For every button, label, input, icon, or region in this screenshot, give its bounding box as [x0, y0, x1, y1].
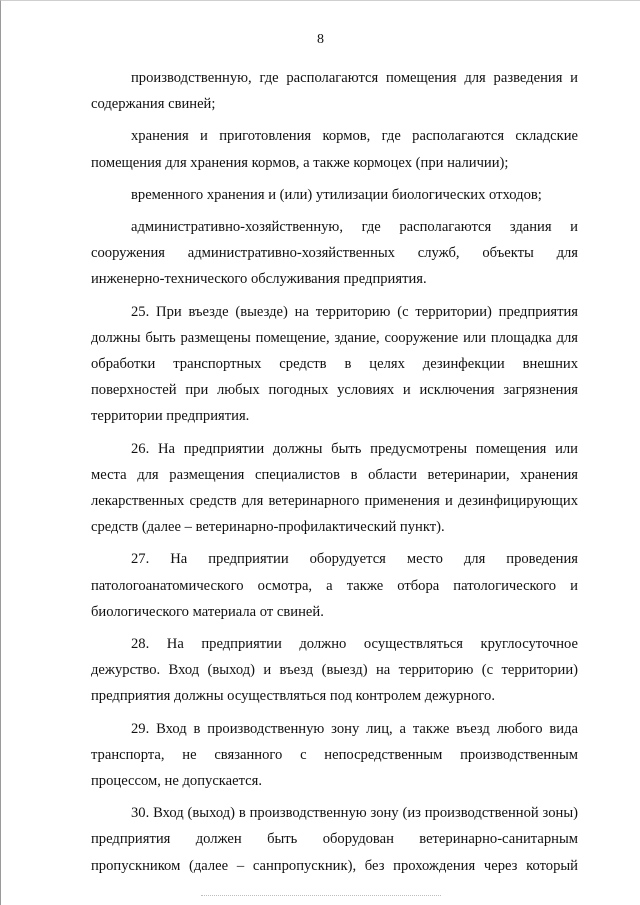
paragraph-item-30: 30. Вход (выход) в производственную зону (из производственной зоны) предприятия должен быть оборудован ветеринарно-санитарным пропускником (далее – санпропускник), без прохождения через который — [91, 805, 578, 874]
paragraph-zone-feed: хранения и приготовления кормов, где располагаются складские помещения для хранения кормов, а также кормоцех (при наличии); — [91, 128, 578, 171]
scan-edge-mark — [201, 895, 441, 897]
paragraph-item-25: 25. При въезде (выезде) на территорию (с территории) предприятия должны быть размещены помещение, здание, сооружение или площадка для обработки транспортных средств в целях дезинфекции внешних поверхностей при любых погодных условиях и исключения загрязнения территории предприятия. — [91, 303, 578, 425]
paragraph-zone-production: производственную, где располагаются помещения для разведения и содержания свиней; — [91, 70, 578, 113]
paragraph-item-26: 26. На предприятии должны быть предусмотрены помещения или места для размещения специалистов в области ветеринарии, хранения лекарственных средств для ветеринарного применения и дезинфицирующих средств (далее – ветеринарно-профилактический пункт). — [91, 440, 578, 536]
document-body — [91, 65, 578, 885]
paragraph-item-28: 28. На предприятии должно осуществляться круглосуточное дежурство. Вход (выход) и въезд (выезд) на территорию (с территории) предприятия должны осуществляться под контролем дежурного. — [91, 636, 578, 705]
paragraph-zone-admin: административно-хозяйственную, где располагаются здания и сооружения административно-хозяйственных служб, объекты для инженерно-технического обслуживания предприятия. — [91, 219, 578, 288]
paragraph-item-27: 27. На предприятии оборудуется место для проведения патологоанатомического осмотра, а также отбора патологического и биологического материала от свиней. — [91, 551, 578, 620]
page-number: 8 — [317, 32, 324, 47]
paragraph-item-29: 29. Вход в производственную зону лиц, а также въезд любого вида транспорта, не связанного с непосредственным производственным процессом, не допускается. — [91, 720, 578, 790]
paragraph-zone-waste: временного хранения и (или) утилизации биологических отходов; — [131, 186, 542, 203]
